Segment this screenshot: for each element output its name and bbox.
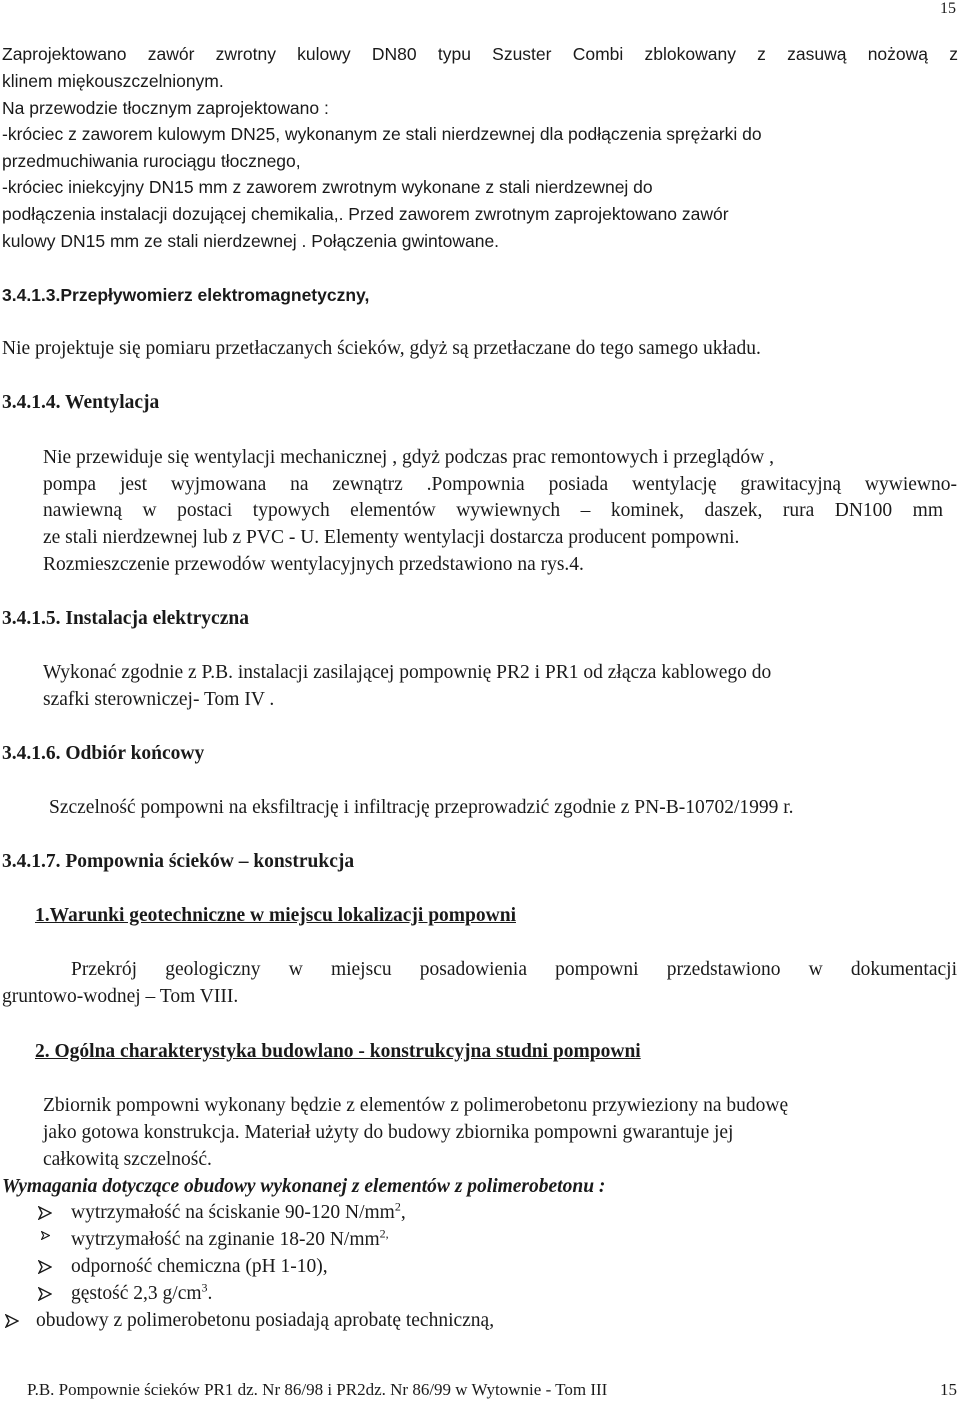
- section-line: całkowitą szczelność.: [43, 1149, 212, 1170]
- section-line: Rozmieszczenie przewodów wentylacyjnych przedstawiono na rys.4.: [43, 554, 584, 575]
- arrow-bullet-icon: [38, 1287, 52, 1301]
- section-heading: 3.4.1.4. Wentylacja: [2, 392, 160, 413]
- section-line: gruntowo-wodnej – Tom VIII.: [2, 986, 239, 1007]
- section-line: Przekrój geologiczny w miejscu posadowienia pompowni przedstawiono w dokumentacji: [71, 959, 957, 980]
- subsection-heading: 2. Ogólna charakterystyka budowlano - konstrukcyjna studni pompowni: [35, 1041, 641, 1062]
- arrow-bullet-icon: [38, 1260, 52, 1274]
- paragraph-line: klinem miękouszczelnionym.: [2, 71, 224, 91]
- section-line: ze stali nierdzewnej lub z PVC - U. Elementy wentylacji dostarcza producent pompowni.: [43, 527, 740, 548]
- section-line: Wykonać zgodnie z P.B. instalacji zasilającej pompownię PR2 i PR1 od złącza kablowego do: [43, 662, 772, 683]
- section-heading: 3.4.1.6. Odbiór końcowy: [2, 743, 205, 764]
- arrow-bullet-icon: [5, 1314, 19, 1328]
- section-heading: 3.4.1.3.Przepływomierz elektromagnetyczny,: [2, 285, 370, 305]
- list-item-text: wytrzymałość na ściskanie 90-120 N/mm: [71, 1202, 395, 1223]
- section-heading: 3.4.1.5. Instalacja elektryczna: [2, 608, 249, 629]
- arrow-bullet-icon: [38, 1206, 52, 1220]
- section-line: jako gotowa konstrukcja. Materiał użyty do budowy zbiornika pompowni gwarantuje jej: [43, 1122, 734, 1143]
- section-heading: 3.4.1.7. Pompownia ścieków – konstrukcja: [2, 851, 355, 872]
- list-item-text: gęstość 2,3 g/cm: [71, 1283, 202, 1304]
- list-item-text: odporność chemiczna (pH 1-10),: [71, 1256, 328, 1277]
- list-item-text: wytrzymałość na zginanie 18-20 N/mm: [71, 1229, 380, 1250]
- superscript: 2,: [379, 1226, 389, 1241]
- list-item-text: obudowy z polimerobetonu posiadają aprobatę techniczną,: [36, 1310, 495, 1331]
- section-line: pompa jest wyjmowana na zewnątrz .Pompownia posiada wentylację grawitacyjną wywiewno-: [43, 474, 957, 495]
- subsection-heading: 1.Warunki geotechniczne w miejscu lokalizacji pompowni: [35, 905, 516, 926]
- paragraph-line: kulowy DN15 mm ze stali nierdzewnej . Połączenia gwintowane.: [2, 231, 500, 251]
- footer-text: P.B. Pompownie ścieków PR1 dz. Nr 86/98 i PR2dz. Nr 86/99 w Wytownie - Tom III: [27, 1380, 608, 1399]
- paragraph-line: Zaprojektowano zawór zwrotny kulowy DN80 typu Szuster Combi zblokowany z zasuwą nożową z: [2, 44, 958, 64]
- section-text: Szczelność pompowni na eksfiltrację i infiltrację przeprowadzić zgodnie z PN-B-10702/1999 r.: [49, 797, 794, 818]
- paragraph-line: podłączenia instalacji dozującej chemikalia,. Przed zaworem zwrotnym zaprojektowano zawór: [2, 204, 729, 224]
- section-line: szafki sterowniczej- Tom IV .: [43, 689, 275, 710]
- paragraph-line: przedmuchiwania rurociągu tłocznego,: [2, 151, 301, 171]
- section-line: Zbiornik pompowni wykonany będzie z elementów z polimerobetonu przywieziony na budowę: [43, 1095, 789, 1116]
- section-text: Nie projektuje się pomiaru przetłaczanych ścieków, gdyż są przetłaczane do tego samego układu.: [2, 338, 761, 359]
- page-number: 15: [940, 0, 956, 17]
- section-line: Nie przewiduje się wentylacji mechanicznej , gdyż podczas prac remontowych i przeglądów ,: [43, 447, 774, 468]
- paragraph-line: -króciec iniekcyjny DN15 mm z zaworem zwrotnym wykonane z stali nierdzewnej do: [2, 177, 653, 197]
- paragraph-line: -króciec z zaworem kulowym DN25, wykonanym ze stali nierdzewnej dla podłączenia sprężarki do: [2, 124, 762, 144]
- list-item-tail: ,: [400, 1202, 406, 1223]
- requirements-heading: Wymagania dotyczące obudowy wykonanej z elementów z polimerobetonu :: [2, 1176, 606, 1197]
- section-line: nawiewną w postaci typowych elementów wywiewnych – kominek, daszek, rura DN100 mm: [43, 500, 943, 521]
- paragraph-line: Na przewodzie tłocznym zaprojektowano :: [2, 98, 329, 118]
- list-item-tail: .: [207, 1283, 213, 1304]
- footer-page-number: 15: [940, 1380, 957, 1399]
- arrow-bullet-icon: [41, 1231, 50, 1240]
- superscript: 2: [394, 1199, 401, 1214]
- superscript: 3: [201, 1280, 208, 1295]
